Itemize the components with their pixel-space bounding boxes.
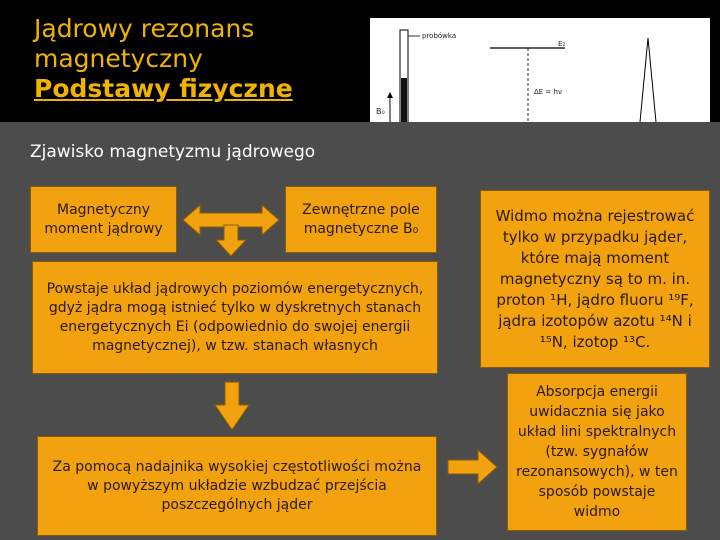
box-absorption: Absorpcja energii uwidacznia się jako układ lini spektralnych (tzw. sygnałów rezonansowych), w ten sposób powstaje widmo	[507, 373, 687, 531]
e2-label: E₂	[558, 40, 566, 48]
probe-label: probówka	[422, 32, 457, 40]
title-line-2: magnetyczny	[34, 44, 203, 73]
title-line-1: Jądrowy rezonans	[34, 14, 255, 43]
box-external-field: Zewnętrzne pole magnetyczne B₀	[285, 186, 437, 253]
b0-label: B₀	[376, 107, 385, 116]
slide-subtitle: Podstawy fizyczne	[34, 74, 293, 103]
box-energy-levels: Powstaje układ jądrowych poziomów energetycznych, gdyż jądra mogą istnieć tylko w dyskretnych stanach energetycznych Ei (odpowiednio do swojej energii magnetycznej), w tzw. stanach własnych	[32, 261, 438, 374]
down-arrow-icon	[216, 225, 246, 256]
box-transmitter: Za pomocą nadajnika wysokiej częstotliwości można w powyższym układzie wzbudzać przejścia poszczególnych jąder	[37, 436, 437, 536]
box-magnetic-moment: Magnetyczny moment jądrowy	[30, 186, 177, 253]
section-heading: Zjawisko magnetyzmu jądrowego	[30, 142, 316, 162]
delta-e-label: ΔE = hν	[534, 88, 562, 96]
right-arrow-icon	[448, 450, 497, 484]
down-arrow-2-icon	[215, 382, 249, 430]
box-spectrum: Widmo można rejestrować tylko w przypadku jąder, które mają moment magnetyczny są to m. in. proton ¹H, jądro fluoru ¹⁹F, jądra izotopów azotu ¹⁴N i ¹⁵N, izotop ¹³C.	[480, 190, 710, 368]
